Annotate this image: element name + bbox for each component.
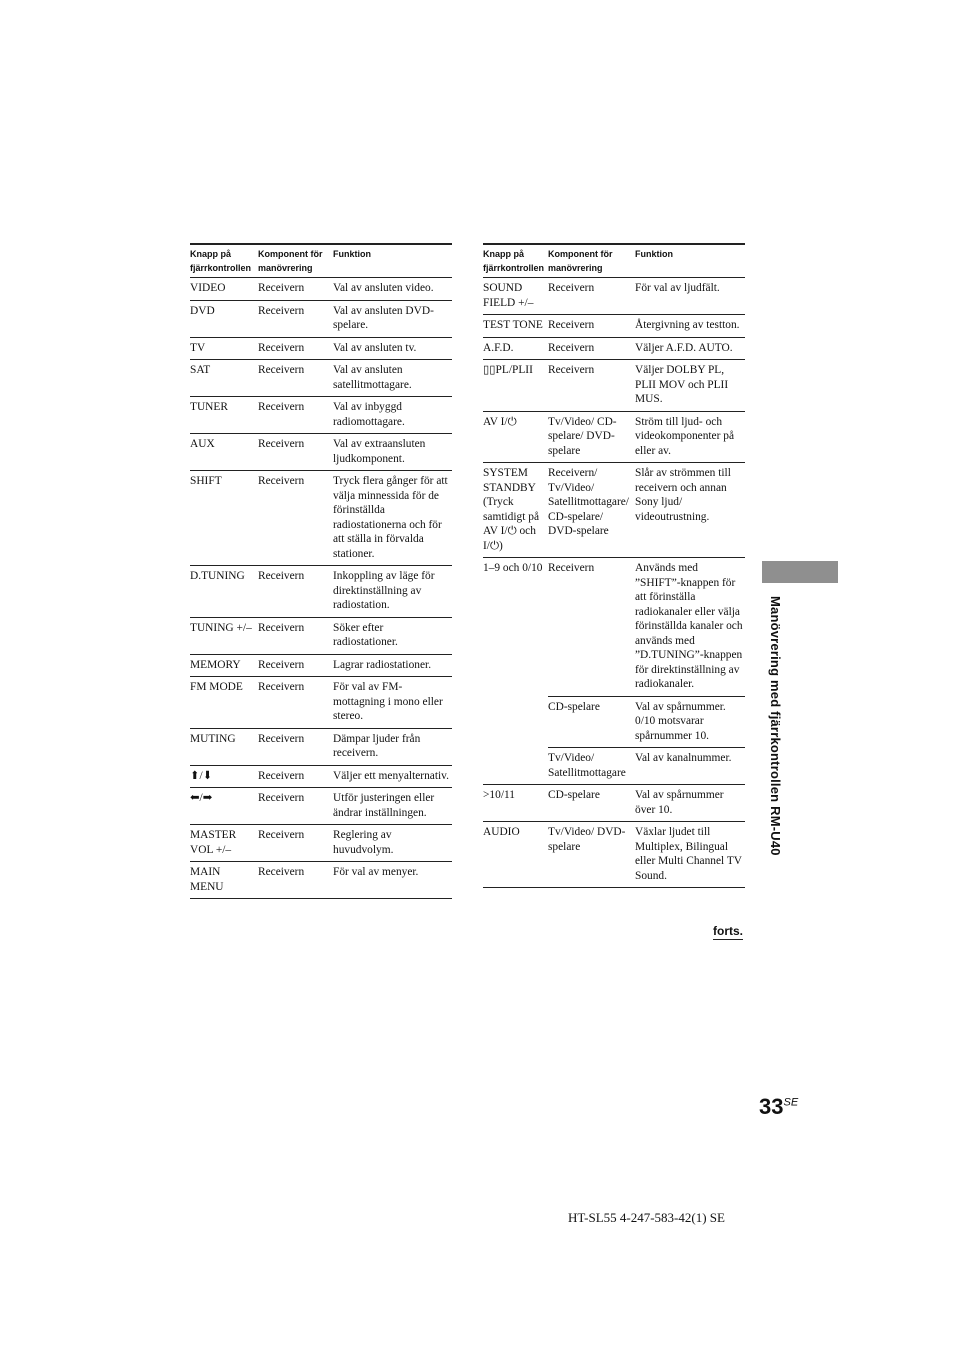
table-row [483, 278, 745, 315]
row-key: MASTER VOL +/– [190, 825, 258, 862]
row-key: SAT [190, 360, 258, 397]
row-component: Receivern [548, 558, 635, 697]
row-function: För val av ljudfält. [635, 278, 745, 315]
table-row [483, 337, 745, 360]
header-key: Knapp på fjärrkontrollen [483, 244, 548, 278]
row-component: Receivern [258, 278, 333, 301]
row-key [483, 748, 548, 785]
row-component: CD-spelare [548, 696, 635, 748]
row-key: TUNING +/– [190, 617, 258, 654]
row-function: Val av ansluten DVD-spelare. [333, 300, 452, 337]
row-component: Receivern [258, 862, 333, 899]
row-function: Val av ansluten satellitmottagare. [333, 360, 452, 397]
row-function: Väljer DOLBY PL, PLII MOV och PLII MUS. [635, 360, 745, 412]
table-header-row [190, 244, 452, 278]
page-number [759, 1094, 798, 1120]
section-tab-marker [762, 561, 838, 583]
row-function: Återgivning av testton. [635, 315, 745, 338]
table-row [190, 654, 452, 677]
row-component: Receivern [258, 654, 333, 677]
row-key: TEST TONE [483, 315, 548, 338]
row-function: Söker efter radiostationer. [333, 617, 452, 654]
row-function: Dämpar ljuder från receivern. [333, 728, 452, 765]
table-row [190, 300, 452, 337]
row-component: Receivern [258, 471, 333, 566]
row-component: Receivern [258, 337, 333, 360]
row-key: ▯▯PL/PLII [483, 360, 548, 412]
table-row [483, 315, 745, 338]
header-component: Komponent för manövrering [258, 244, 333, 278]
row-component: Receivern [258, 825, 333, 862]
row-function: Tryck flera gånger för att välja minnessida för de förinställda radiostationerna och för att ställa in förvalda stationer. [333, 471, 452, 566]
row-key: DVD [190, 300, 258, 337]
remote-functions-table-left [190, 243, 452, 899]
row-component: Receivern [258, 617, 333, 654]
row-function: Används med ”SHIFT”-knappen för att förinställa radiokanaler eller välja förinställda kanaler och används med ”D.TUNING”-knappen för direktinställning av radiokanaler. [635, 558, 745, 697]
table-row [190, 728, 452, 765]
row-component: Receivern [258, 765, 333, 788]
row-key: AUX [190, 434, 258, 471]
row-key: AV I/⏻ [483, 411, 548, 463]
table-row [190, 862, 452, 899]
table-row [483, 558, 745, 697]
row-component: Receivern [258, 397, 333, 434]
header-component: Komponent för manövrering [548, 244, 635, 278]
table-row [190, 566, 452, 618]
row-function: Val av ansluten tv. [333, 337, 452, 360]
row-key: SHIFT [190, 471, 258, 566]
table-row [190, 434, 452, 471]
row-function: Utför justeringen eller ändrar inställningen. [333, 788, 452, 825]
row-function: Inkoppling av läge för direktinställning av radiostation. [333, 566, 452, 618]
row-function: Val av inbyggd radiomottagare. [333, 397, 452, 434]
table-row [190, 788, 452, 825]
table-row [190, 677, 452, 729]
header-function: Funktion [333, 244, 452, 278]
table-body-right [483, 278, 745, 888]
table-body-left [190, 278, 452, 899]
table-row [483, 785, 745, 822]
row-key: MUTING [190, 728, 258, 765]
table-row [483, 748, 745, 785]
row-key: ⬅/➡ [190, 788, 258, 825]
row-key: MAIN MENU [190, 862, 258, 899]
row-component: Receivern [258, 728, 333, 765]
row-component: Tv/Video/ CD-spelare/ DVD-spelare [548, 411, 635, 463]
table-row [190, 765, 452, 788]
table-row [483, 822, 745, 888]
row-function: Val av extraansluten ljudkomponent. [333, 434, 452, 471]
page-number-suffix: SE [783, 1096, 799, 1109]
row-function: Val av ansluten video. [333, 278, 452, 301]
row-key: TUNER [190, 397, 258, 434]
row-component: Receivern/ Tv/Video/ Satellitmottagare/ CD-spelare/ DVD-spelare [548, 463, 635, 558]
row-key: D.TUNING [190, 566, 258, 618]
row-component: Receivern [258, 566, 333, 618]
table-row [190, 617, 452, 654]
row-component: Receivern [548, 278, 635, 315]
table-row [190, 471, 452, 566]
row-key: SYSTEM STANDBY (Tryck samtidigt på AV I/⏻ och I/⏻) [483, 463, 548, 558]
remote-functions-table-right [483, 243, 745, 888]
row-function: Slår av strömmen till receivern och annan Sony ljud/ videoutrustning. [635, 463, 745, 558]
header-function: Funktion [635, 244, 745, 278]
table-row [190, 278, 452, 301]
row-key [483, 696, 548, 748]
table-row [483, 696, 745, 748]
row-function: Lagrar radiostationer. [333, 654, 452, 677]
row-component: Tv/Video/ DVD-spelare [548, 822, 635, 888]
row-key: VIDEO [190, 278, 258, 301]
footer-model-code: HT-SL55 4-247-583-42(1) SE [568, 1210, 725, 1225]
row-key: SOUND FIELD +/– [483, 278, 548, 315]
header-key: Knapp på fjärrkontrollen [190, 244, 258, 278]
row-function: Väljer ett menyalternativ. [333, 765, 452, 788]
continued-label: forts. [713, 924, 743, 938]
row-key: TV [190, 337, 258, 360]
row-function: Väljer A.F.D. AUTO. [635, 337, 745, 360]
row-function: Val av spårnummer över 10. [635, 785, 745, 822]
row-function: Val av spårnummer. 0/10 motsvarar spårnummer 10. [635, 696, 745, 748]
table-row [190, 337, 452, 360]
table-row [483, 463, 745, 558]
table-row [483, 411, 745, 463]
table-row [190, 825, 452, 862]
row-key: AUDIO [483, 822, 548, 888]
row-function: För val av menyer. [333, 862, 452, 899]
section-sidebar-title: Manövrering med fjärrkontrollen RM-U40 [768, 596, 783, 856]
row-component: Receivern [258, 300, 333, 337]
row-function: Reglering av huvudvolym. [333, 825, 452, 862]
row-component: CD-spelare [548, 785, 635, 822]
row-key: >10/11 [483, 785, 548, 822]
row-component: Receivern [258, 677, 333, 729]
table-row [190, 397, 452, 434]
row-component: Receivern [258, 434, 333, 471]
row-key: 1–9 och 0/10 [483, 562, 543, 574]
table-row [190, 360, 452, 397]
row-key: ⬆/⬇ [190, 765, 258, 788]
row-component: Receivern [548, 337, 635, 360]
row-function: För val av FM-mottagning i mono eller stereo. [333, 677, 452, 729]
row-component: Receivern [258, 360, 333, 397]
row-key: A.F.D. [483, 337, 548, 360]
table-row [483, 360, 745, 412]
row-component: Tv/Video/ Satellitmottagare [548, 748, 635, 785]
row-function: Ström till ljud- och videokomponenter på eller av. [635, 411, 745, 463]
page-number-value: 33 [759, 1094, 784, 1119]
row-component: Receivern [548, 315, 635, 338]
row-component: Receivern [548, 360, 635, 412]
row-key: FM MODE [190, 677, 258, 729]
row-function: Val av kanalnummer. [635, 748, 745, 785]
row-function: Växlar ljudet till Multiplex, Bilingual eller Multi Channel TV Sound. [635, 822, 745, 888]
row-key: MEMORY [190, 654, 258, 677]
table-header-row [483, 244, 745, 278]
row-component: Receivern [258, 788, 333, 825]
